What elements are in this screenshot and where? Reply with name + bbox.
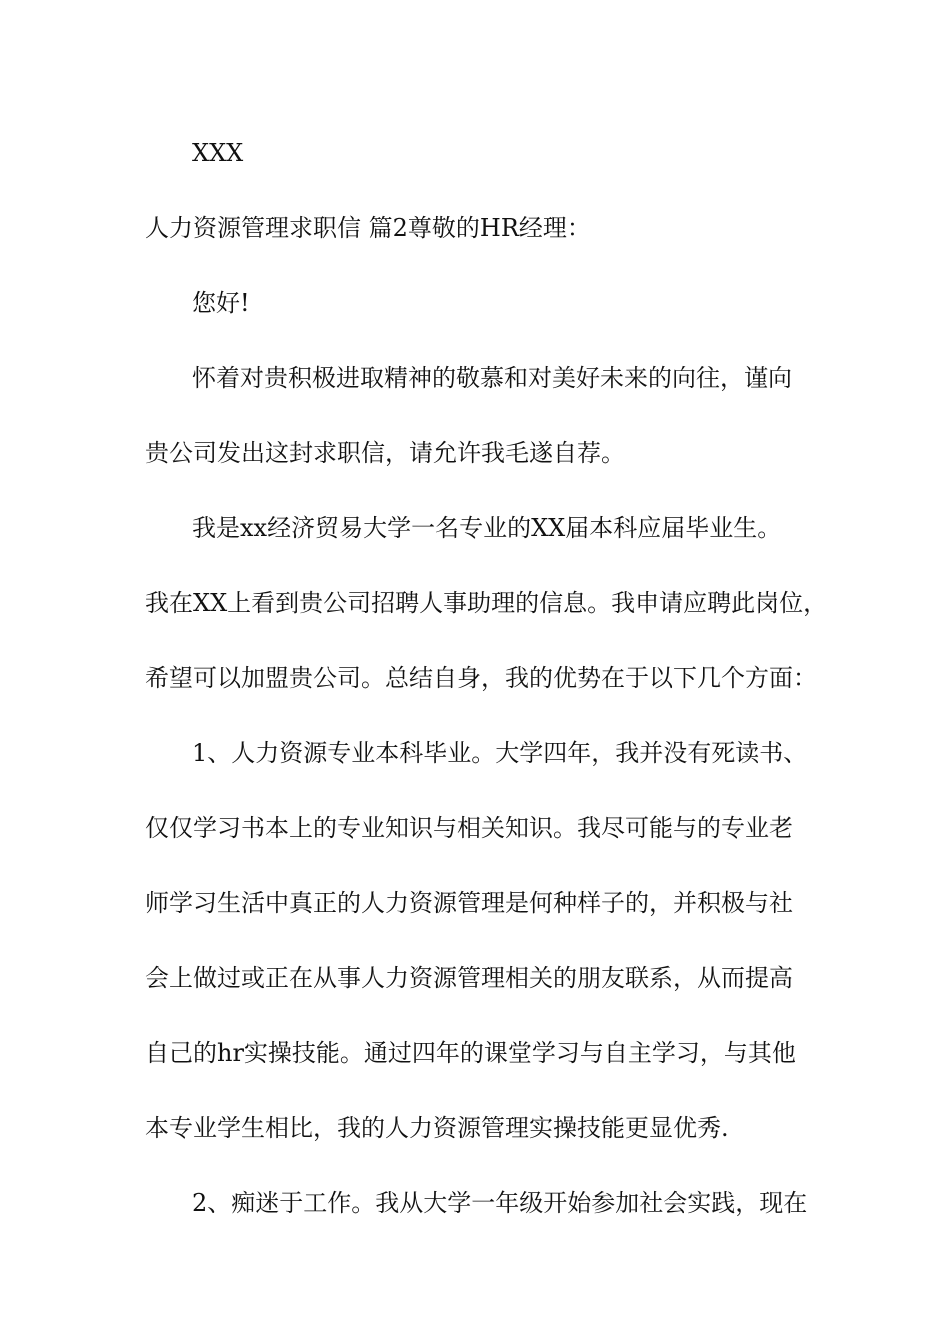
paragraph-line: 2、痴迷于工作。我从大学一年级开始参加社会实践，现在 xyxy=(192,1189,808,1217)
paragraph-line: 我在XX上看到贵公司招聘人事助理的信息。我申请应聘此岗位， xyxy=(145,589,828,617)
paragraph-line: 贵公司发出这封求职信，请允许我毛遂自荐。 xyxy=(145,439,625,467)
paragraph-line: 希望可以加盟贵公司。总结自身，我的优势在于以下几个方面： xyxy=(145,664,817,692)
paragraph-line: 怀着对贵积极进取精神的敬慕和对美好未来的向往，谨向 xyxy=(192,364,792,392)
paragraph-line: 本专业学生相比，我的人力资源管理实操技能更显优秀. xyxy=(145,1114,729,1142)
paragraph-line: 师学习生活中真正的人力资源管理是何种样子的，并积极与社 xyxy=(145,889,793,917)
paragraph-line: 1、人力资源专业本科毕业。大学四年，我并没有死读书、 xyxy=(192,739,808,767)
paragraph-line: 我是xx经济贸易大学一名专业的XX届本科应届毕业生。 xyxy=(192,514,782,542)
paragraph-line: 仅仅学习书本上的专业知识与相关知识。我尽可能与的专业老 xyxy=(145,814,793,842)
paragraph-line: 会上做过或正在从事人力资源管理相关的朋友联系，从而提高 xyxy=(145,964,793,992)
greeting-line: 您好! xyxy=(192,289,250,317)
paragraph-line: 自己的hr实操技能。通过四年的课堂学习与自主学习，与其他 xyxy=(145,1039,796,1067)
signature-line: XXX xyxy=(192,139,244,167)
letter-heading: 人力资源管理求职信 篇2尊敬的HR经理： xyxy=(145,214,591,242)
